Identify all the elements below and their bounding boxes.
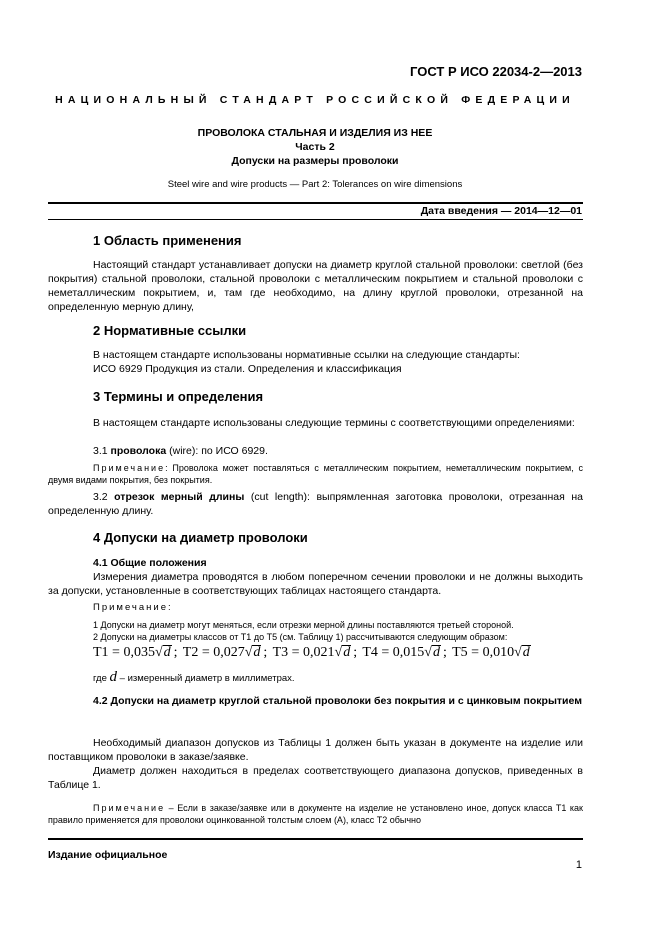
page-number: 1 [575,859,582,871]
note-label: Примечание [93,463,166,473]
tolerance-formula [183,645,270,660]
formula-coefficient: T3 = 0,021 [272,645,335,660]
sqrt-icon: √ [154,645,163,660]
footer-divider [48,838,583,840]
subsection-4-2-text-2: Диаметр должен находиться в пределах соответствующего диапазона допусков, приведенных в Таблице 1. [48,765,583,791]
section-2-heading: 2 Нормативные ссылки [93,323,247,338]
tolerance-formula [93,645,180,660]
legend-text: – измеренный диаметр в миллиметрах. [117,673,295,684]
formula-separator: ; [173,645,178,660]
sqrt-icon: √ [334,645,343,660]
note-text: : Проволока может поставляться с металлическим покрытием, неметаллическим покрытием, с двумя видами покрытия, без покрытия. [48,463,583,485]
title-line-1: ПРОВОЛОКА СТАЛЬНАЯ И ИЗДЕЛИЯ ИЗ НЕЕ [197,127,433,139]
term-3-2-name: отрезок мерный длины [114,491,245,503]
formula-separator: ; [442,645,447,660]
note-text: – Если в заказе/заявке или в документе на изделие не установлено иное, допуск класса Т1 как правило применяется для проволоки оцинкованной толстым слоем (А), класс Т2 обычно [48,803,583,825]
formula-separator: ; [263,645,268,660]
subsection-4-1-text: Измерения диаметра проводятся в любом поперечном сечении проволоки и не должны выходить за допуски, установленные в соответствующих таблицах настоящего стандарта. [48,571,583,597]
formula-variable: d [432,645,440,660]
section-3-note [48,462,583,486]
date-divider [48,219,583,220]
section-3-heading: 3 Термины и определения [93,389,264,404]
formula-variable: d [163,645,171,660]
tolerance-formula [362,645,449,660]
formula-coefficient: T1 = 0,035 [93,645,155,660]
term-3-1-name: проволока [110,445,167,457]
section-2-line-1: В настоящем стандарте использованы нормативные ссылки на следующие стандарты: [93,349,520,361]
term-3-1-number: 3.1 [93,445,111,457]
formula-variable: d [343,645,351,660]
formula-coefficient: T4 = 0,015 [362,645,425,660]
subsection-4-1-heading: 4.1 Общие положения [93,557,207,569]
subsection-4-2-heading: 4.2 Допуски на диаметр круглой стальной проволоки без покрытия и с цинковым покрытием [93,695,582,707]
official-edition-label: Издание официальное [48,849,168,861]
section-4-heading: 4 Допуски на диаметр проволоки [93,530,308,545]
term-3-2-definition: (cut length): выпрямленная заготовка проволоки, отрезанная на определенную длину. [48,491,583,517]
subsection-4-2-note [48,802,583,826]
term-3-1-definition: (wire): по ИСО 6929. [166,445,268,457]
section-1-heading: 1 Область применения [93,233,242,248]
term-3-2-number: 3.2 [93,491,115,503]
note-1: 1 Допуски на диаметр могут меняться, если отрезки мерной длины поставляются третьей стороной. [93,620,514,630]
tolerance-formulas [93,645,535,661]
formula-separator: ; [353,645,358,660]
english-title: Steel wire and wire products — Part 2: Tolerances on wire dimensions [167,179,463,190]
note-2: 2 Допуски на диаметры классов от Т1 до Т5 (см. Таблицу 1) рассчитываются следующим образом: [93,632,508,642]
sqrt-icon: √ [244,645,253,660]
formula-coefficient: T2 = 0,027 [182,645,245,660]
subsection-4-1-note-label: Примечание: [93,602,173,613]
legend-variable: d [109,669,118,685]
standard-number: ГОСТ Р ИСО 22034-2—2013 [410,64,582,79]
title-line-2: Часть 2 [295,141,335,153]
sqrt-icon: √ [514,645,522,660]
note-label: Примечание [93,803,166,813]
title-line-3: Допуски на размеры проволоки [231,155,399,167]
tolerance-formula [273,645,360,660]
sqrt-icon: √ [424,645,432,660]
title-divider [48,202,583,204]
introduction-date: Дата введения — 2014—12—01 [420,205,582,217]
title-block [48,126,582,168]
formula-legend [93,669,295,686]
formula-variable: d [522,645,530,660]
subsection-4-2-text-1: Необходимый диапазон допусков из Таблицы 1 должен быть указан в документе на изделие или поставщиком проволоки в заказе/заявке. [48,737,583,763]
tolerance-formula [452,645,535,660]
section-1-text: Настоящий стандарт устанавливает допуски на диаметр круглой стальной проволоки: светлой (без покрытия) стальной проволоки, стальной проволоки с металлическим покрытием и стальной проволоки с неметаллическим покрытием, и, там где необходимо, на длину круглой проволоки, отрезанной на определенную мерную длину, [48,259,583,313]
legend-prefix: где [93,673,107,684]
term-3-2 [48,490,583,518]
formula-variable: d [253,645,261,660]
national-standard-heading: НАЦИОНАЛЬНЫЙ СТАНДАРТ РОССИЙСКОЙ ФЕДЕРАЦИИ [55,94,575,106]
formula-coefficient: T5 = 0,010 [452,645,515,660]
section-2-line-2: ИСО 6929 Продукция из стали. Определения и классификация [93,363,402,375]
term-3-1 [93,444,268,458]
section-3-text: В настоящем стандарте использованы следующие термины с соответствующими определениями: [93,417,575,429]
